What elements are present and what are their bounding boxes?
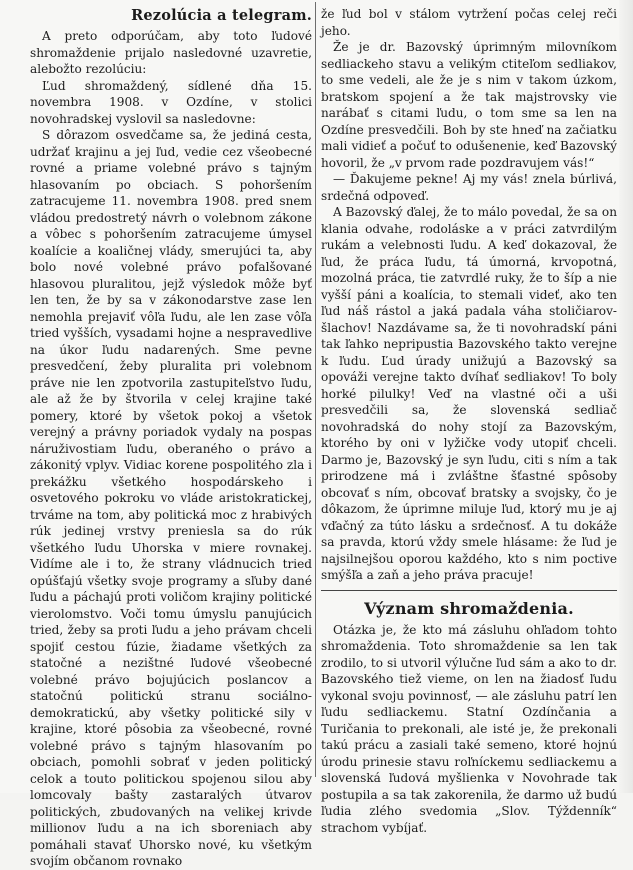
section-rule bbox=[321, 590, 617, 591]
left-paragraph-3: S dôrazom osvedčame sa, že jediná cesta, udržať krajinu a jej ľud, vedie cez všeobecné rovné a priame volebné právo s tajným hlasovaním po obciach. S pohoršením zatracujeme 11. novembra 1908. pred snem vládou predostretý návrh o volebnom zákone a vôbec s pohoršením zatracujeme úmysel koalície a koaličnej vlády, smerujúci ta, aby bolo nové volebné právo pofalšované hlasovou pluralitou, jejž výsledok môže byť len ten, že by sa v zákonodarstve zase len nemohla prejaviť vôľa ľudu, ale len zase vôľa tried vyšších, vysadami hojne a nespravedlive na úkor ľudu nadarených. Sme pevne presvedčení, žeby pluralita pri volebnom práve nie len zpotvorila zastupiteľstvo ľudu, ale až že by štvorila v celej krajine také pomery, ktoré by všetok pokoj a všetok verejný a právny poriadok vydaly na pospas náruživostiam ľudu, oberaného o právo a zákonitý vplyv. Vidiac korene pospolitého zla i prekážku všetkého hospodárskeho i osvetového pokroku vo vláde aristokratickej, trváme na tom, aby politická moc z hrabivých rúk jedinej vrstvy preniesla sa do rúk všetkého ľudu Uhorska v miere rovnakej. Vidíme ale i to, že strany vládnucich tried opúšťajú všetky svoje programy a sľuby dané ľudu a páchajú proti voličom krajiny politické vierolomstvo. Voči tomu úmyslu panujúcich tried, žeby sa proti ľudu a jeho právam chceli spojiť cestou fúzie, žiadame všetkých za statočné a nezištné ľudové všeobecné volebné právo bojujúcich poslancov a statočnú politickú stranu sociálno-demokratickú, aby všetky politické sily v krajine, ktoré pôsobia za všeobecné, rovné volebné právo s tajným hlasovaním po obciach, pomohli sobrať v jeden politický celok a touto politickou spojenou silou aby lomcovaly bašty zastaralých útvarov politických, zbudovaných na velikej krivde millionov ľudu a na ich sboreniach aby pomáhali stavať Uhorsko nové, ku všetkým svojím občanom rovnako bbox=[30, 128, 312, 868]
right-paragraph-1: že ľud bol v stálom vytržení počas celej reči jeho. bbox=[321, 7, 617, 38]
right-paragraph-3: — Ďakujeme pekne! Aj my vás! znela búrlivá, srdečná odpoveď. bbox=[321, 172, 617, 203]
scan-edge bbox=[619, 0, 633, 793]
right-paragraph-2: Že je dr. Bazovský úprimným milovníkom sedliackeho stavu a velikým ctiteľom sedliakov, to sme vedeli, ale že je s nim v takom úzkom, bratskom spojení a že tak majstrovsky vie narábať s citami ľudu, o tom sme sa len na Ozdíne presvedčili. Boh by ste hneď na začiatku mali vidieť a počuť to odušenenie, keď Bazovský hovoril, že „v prvom rade pozdravujem vás!“ bbox=[321, 40, 617, 170]
column-divider bbox=[315, 2, 316, 777]
right-column bbox=[321, 6, 617, 836]
left-paragraph-2: Ľud shromaždený, sídlené dňa 15. novembra 1908. v Ozdíne, v stolici novohradskej vyslovil sa nasledovne: bbox=[30, 78, 312, 126]
left-paragraph-1: A preto odporúčam, aby toto ľudové shromaždenie prijalo nasledovné uzavretie, alebožto rezolúciu: bbox=[30, 29, 312, 76]
meaning-heading: Význam shromaždenia. bbox=[364, 598, 574, 618]
right-paragraph-5: Otázka je, že kto má zásluhu ohľadom tohto shromaždenia. Toto shromaždenie sa len tak zrodilo, to si utvoril výlučne ľud sám a ako to dr. Bazovského tiež vieme, on len na žiadosť ľudu vykonal svoju povinnosť, — ale zásluhu patrí len ľudu sedliackemu. Statní Ozdínčania a Turičania to prekonali, ale isté je, že prekonali takú prácu a zasiali také semeno, ktoré hojnú úrodu prinesie stavu roľníckemu sedliackemu a slovenská ľudová myšlienka v Novohrade tak postupila a sa tak zakorenila, že darmo už budú ľudia zlého svedomia „Slov. Týždenník“ strachom vybíjať. bbox=[321, 622, 617, 835]
resolution-heading: Rezolúcia a telegram. bbox=[131, 7, 312, 24]
right-paragraph-4: A Bazovský ďalej, že to málo povedal, že sa on klania odvahe, rodoláske a v práci zatvrdilým rukám a velebnosti ľudu. A keď dokazoval, že ľud, že práca ľudu, tá úmorná, krvopotná, mozolná práca, tie zatvrdlé ruky, že to šíp a nie vyšší páni a koalícia, to stemali videť, ako ten ľud náš rástol a jaká padala váha stoličiarov-šlachov! Nazdávame sa, že ti novohradskí páni tak ľahko nepripustia Bazovského takto verejne k ľudu. Ľud úrady unižujú a Bazovský sa opováži verejne takto dvíhať sedliakov! To boly horké pilulky! Veď na vlastné oči a uši presvedčili sa, že slovenská sedliač novohradská do nohy stojí za Bazovským, ktorého by oni v lyžičke vody utopiť chceli. Darmo je, Bazovský je syn ľudu, citi s ním a tak prirodzene má i zvláštne šťastné spôsoby obcovať s ním, obcovať bratsky a svojsky, čo je dôkazom, že úprimne miluje ľud, ktorý mu je aj vďačný za túto lásku a srdečnosť. A tu dokáže sa pravda, ktorú vždy smele hlásame: že ľud je najsilnejšou oporou každého, kto s nim poctive smýšľa a zaň a jeho práva pracuje! bbox=[321, 205, 617, 582]
left-column bbox=[30, 6, 312, 870]
